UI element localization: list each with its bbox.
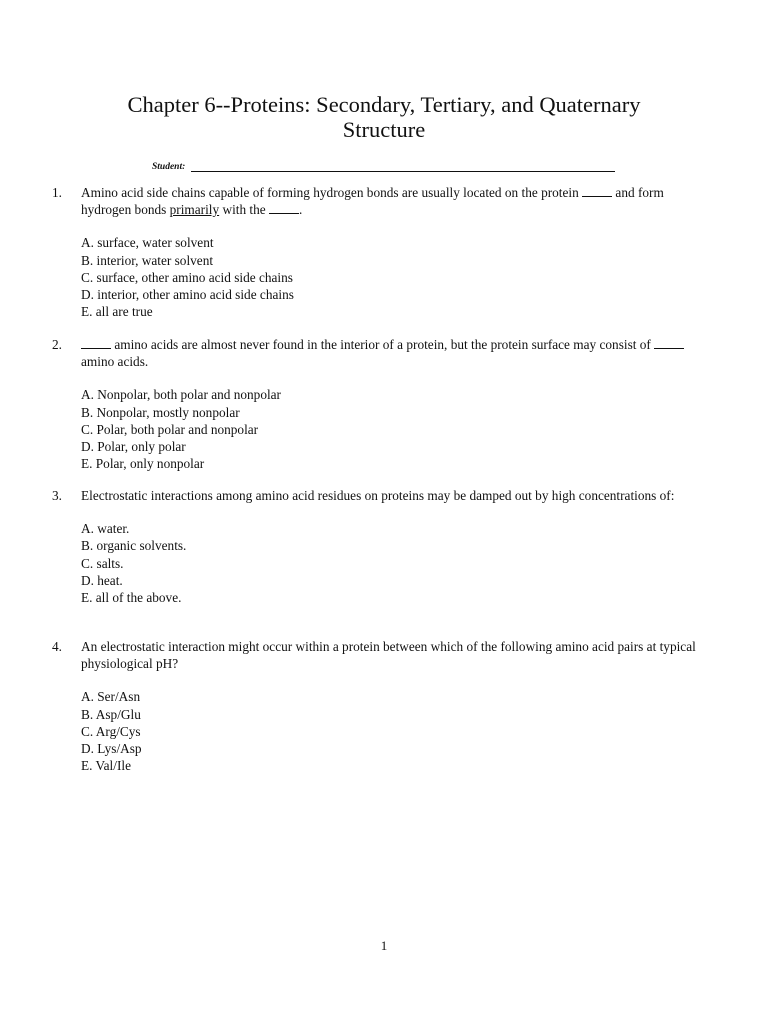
answer-option-a: A. surface, water solvent: [81, 235, 214, 251]
question-4: [52, 638, 712, 788]
answer-options: [81, 520, 712, 606]
answer-option-d: D. Lys/Asp: [81, 741, 142, 757]
title-line-1: Chapter 6--Proteins: Secondary, Tertiary, and Quaternary: [127, 92, 641, 117]
answer-option-e: E. all are true: [81, 304, 153, 320]
answer-option-b: B. interior, water solvent: [81, 252, 214, 268]
emphasized-word: primarily: [169, 202, 220, 218]
question-text: [81, 184, 712, 218]
answer-blank: [81, 336, 111, 349]
answer-blank: [269, 201, 299, 214]
answer-blank: [582, 184, 612, 197]
answer-options: [81, 688, 712, 774]
page-title: [60, 92, 708, 142]
answer-option-e: E. Val/Ile: [81, 758, 131, 774]
question-text-part: with the: [222, 202, 266, 218]
answer-option-e: E. Polar, only nonpolar: [81, 456, 205, 472]
student-name-row: [152, 156, 622, 172]
title-line-2: Structure: [342, 117, 426, 142]
answer-option-b: B. Asp/Glu: [81, 706, 141, 722]
question-3: [52, 487, 712, 620]
answer-option-b: B. organic solvents.: [81, 538, 187, 554]
answer-option-c: C. salts.: [81, 555, 124, 571]
question-text-part: and form hydrogen bonds: [81, 185, 664, 218]
student-label: Student:: [152, 162, 186, 172]
question-2: [52, 336, 712, 486]
question-number: 4.: [52, 639, 62, 654]
question-number: 2.: [52, 337, 62, 352]
answer-option-d: D. interior, other amino acid side chains: [81, 287, 294, 303]
question-text-part: Amino acid side chains capable of forming hydrogen bonds are usually located on the protein: [81, 185, 579, 200]
question-text-part: amino acids are almost never found in the interior of a protein, but the protein surface may consist of: [114, 337, 651, 352]
answer-option-a: A. Nonpolar, both polar and nonpolar: [81, 387, 281, 403]
student-name-line: [191, 160, 615, 172]
answer-option-d: D. heat.: [81, 572, 123, 588]
question-text: Electrostatic interactions among amino acid residues on proteins may be damped out by high concentrations of:: [81, 488, 675, 503]
answer-option-c: C. Arg/Cys: [81, 723, 141, 739]
question-1: [52, 184, 712, 334]
answer-option-c: C. Polar, both polar and nonpolar: [81, 421, 259, 437]
answer-options: [81, 234, 712, 320]
question-number: 1.: [52, 185, 62, 200]
question-text-part: amino acids.: [81, 354, 149, 370]
answer-option-d: D. Polar, only polar: [81, 439, 186, 455]
question-text-part: .: [299, 202, 303, 218]
question-text: An electrostatic interaction might occur within a protein between which of the following amino acid pairs at typical physiological pH?: [81, 639, 696, 672]
answer-option-e: E. all of the above.: [81, 590, 182, 606]
answer-option-a: A. water.: [81, 521, 130, 537]
answer-option-a: A. Ser/Asn: [81, 689, 141, 705]
page-number: 1: [380, 938, 388, 953]
question-text: [81, 336, 712, 370]
answer-option-b: B. Nonpolar, mostly nonpolar: [81, 404, 240, 420]
answer-options: [81, 386, 712, 472]
answer-blank: [654, 336, 684, 349]
answer-option-c: C. surface, other amino acid side chains: [81, 269, 293, 285]
question-number: 3.: [52, 488, 62, 503]
